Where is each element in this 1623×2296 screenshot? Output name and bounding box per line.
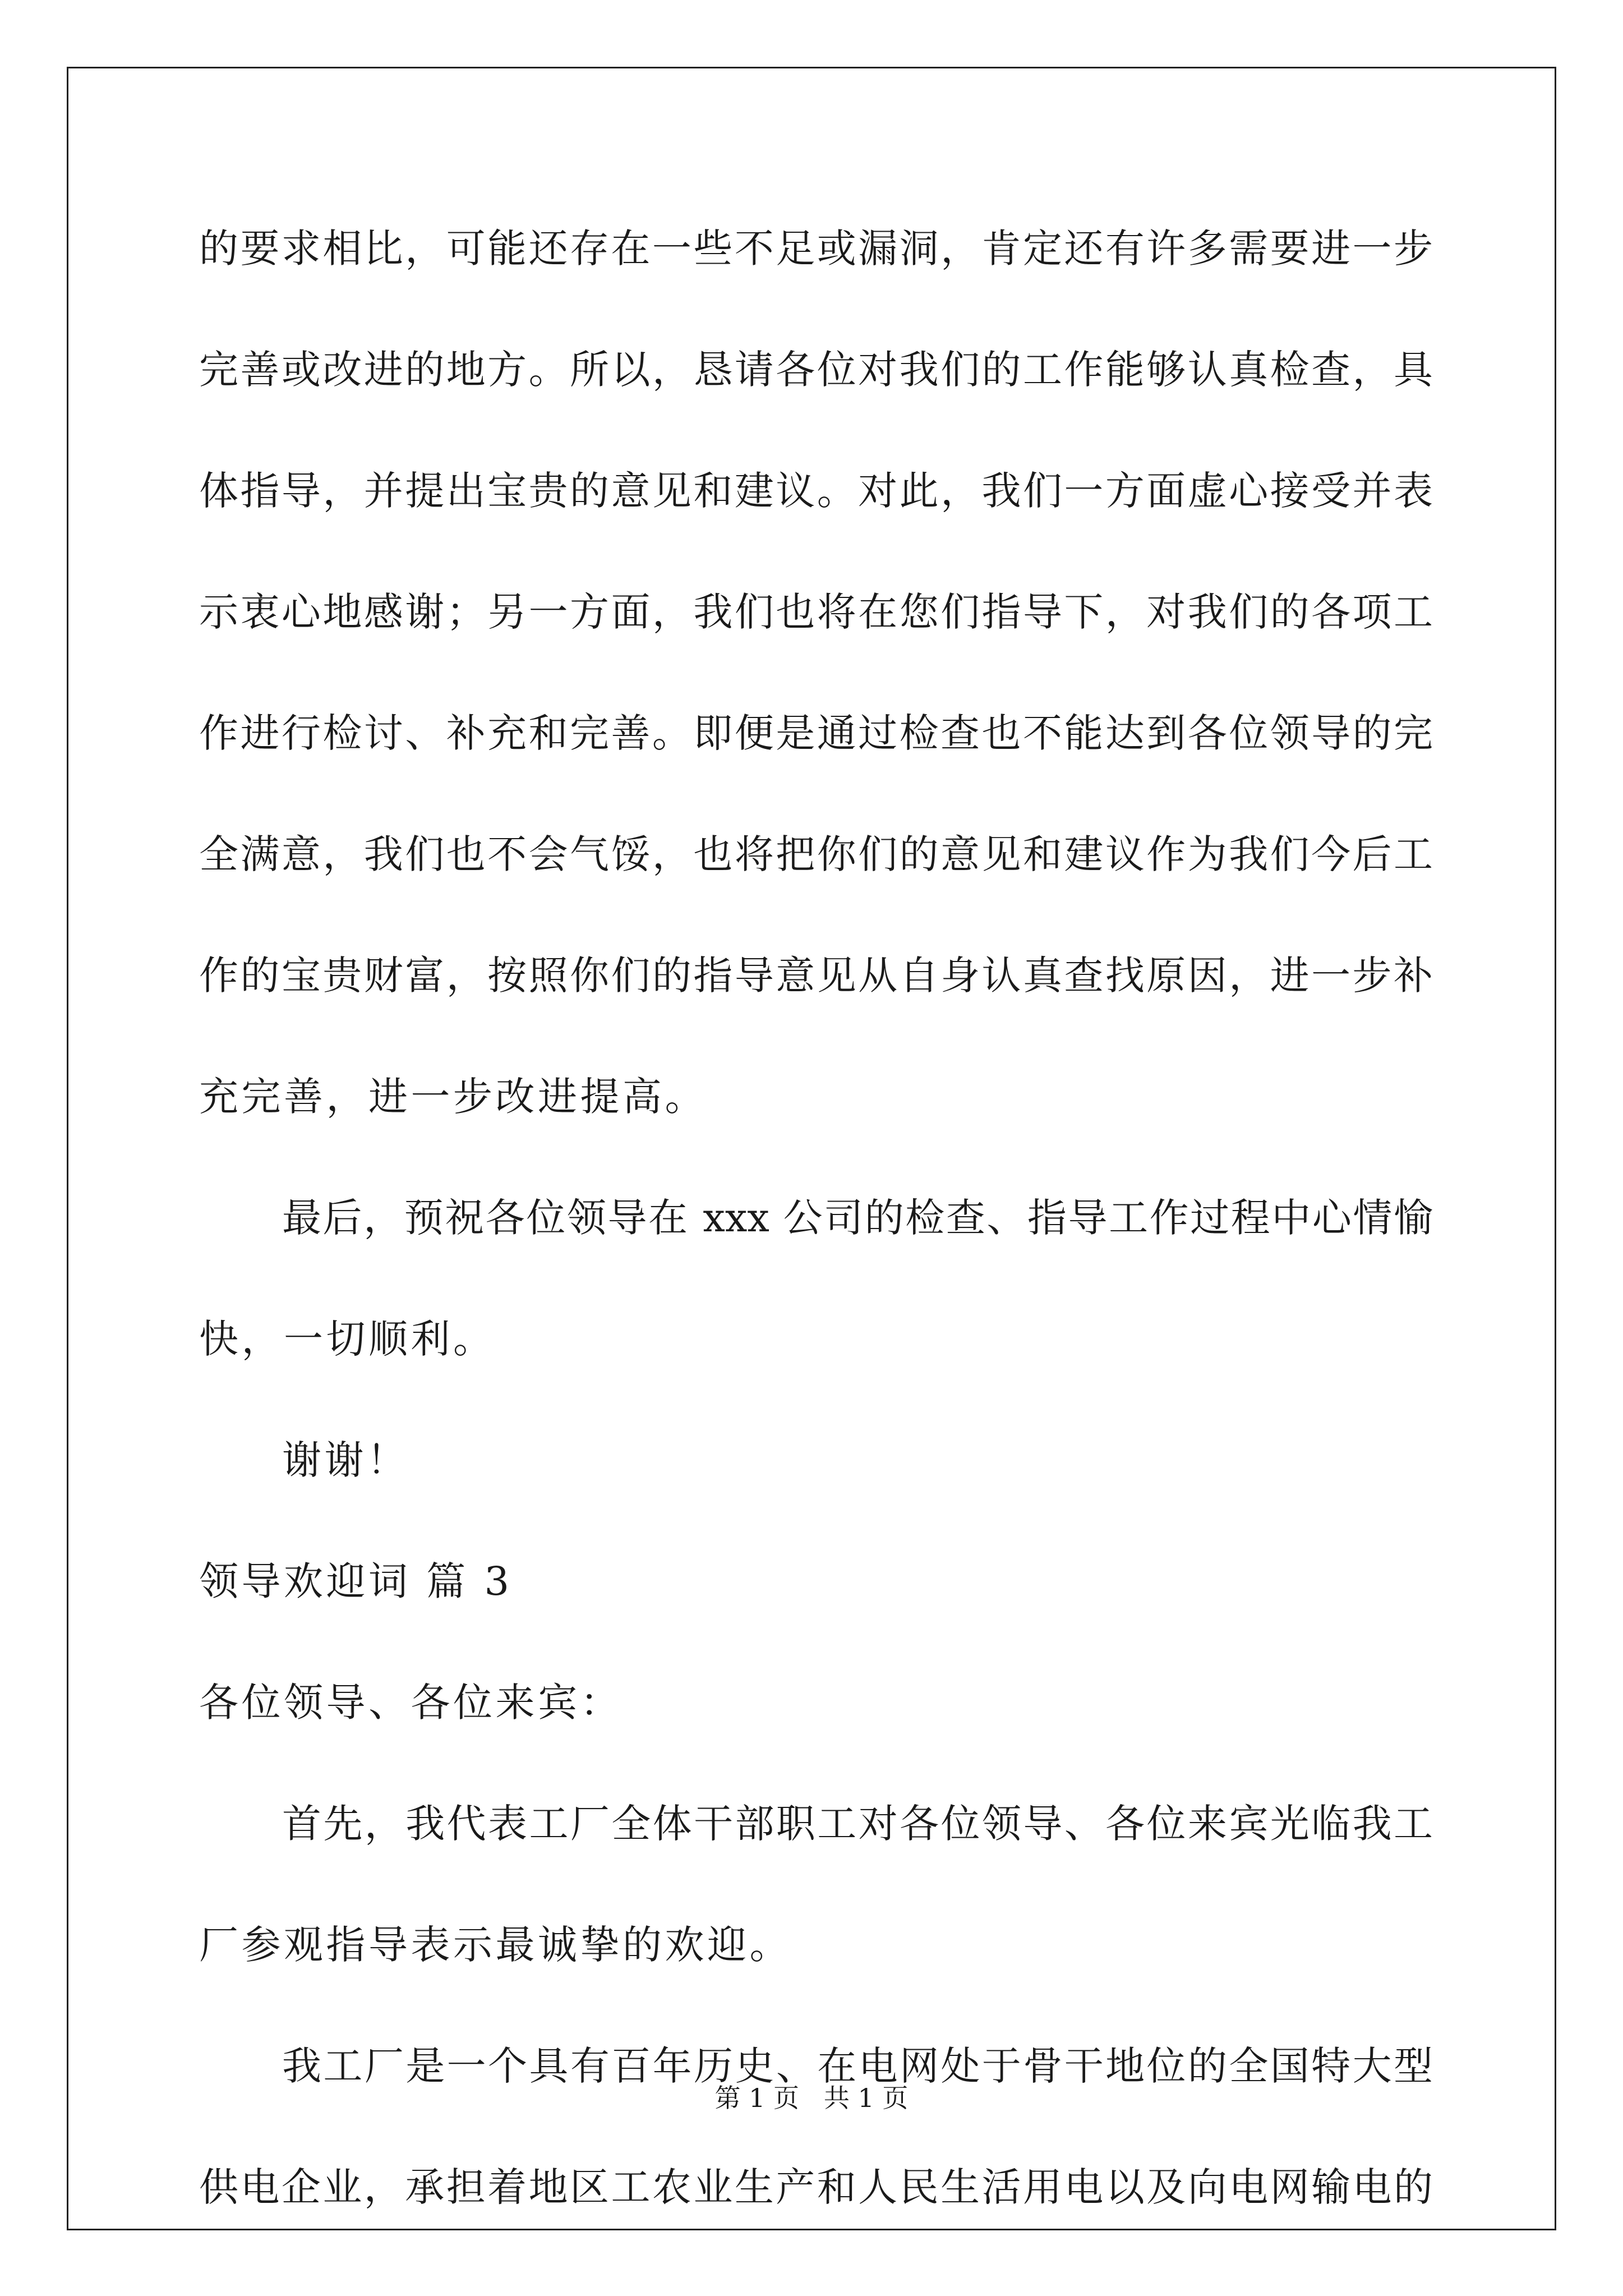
document-body: [199, 206, 1433, 2266]
text-line: 最后，预祝各位领导在 xxx 公司的检查、指导工作过程中心情愉: [282, 1195, 1433, 1241]
page-number-footer: 第 1 页 共 1 页: [714, 2083, 909, 2113]
text-line: 谢谢！: [282, 1437, 409, 1483]
text-line: 首先，我代表工厂全体干部职工对各位领导、各位来宾光临我工: [282, 1801, 1433, 1847]
text-line: 充完善，进一步改进提高。: [199, 1074, 707, 1120]
text-line: 的要求相比，可能还存在一些不足或漏洞，肯定还有许多需要进一步: [199, 226, 1433, 272]
text-line: 示衷心地感谢；另一方面，我们也将在您们指导下，对我们的各项工: [199, 589, 1433, 635]
text-line: 体指导，并提出宝贵的意见和建议。对此，我们一方面虚心接受并表: [199, 468, 1433, 514]
text-line: 我工厂是一个具有百年历史、在电网处于骨干地位的全国特大型: [282, 2043, 1433, 2089]
salutation: 各位领导、各位来宾：: [199, 1680, 623, 1726]
text-line: 全满意，我们也不会气馁，也将把你们的意见和建议作为我们今后工: [199, 831, 1433, 877]
text-line: 厂参观指导表示最诚挚的欢迎。: [199, 1922, 792, 1968]
text-line: 完善或改进的地方。所以，恳请各位对我们的工作能够认真检查，具: [199, 347, 1433, 393]
section-heading: 领导欢迎词 篇 3: [199, 1558, 513, 1604]
text-line: 作的宝贵财富，按照你们的指导意见从自身认真查找原因，进一步补: [199, 953, 1433, 999]
text-line: 供电企业，承担着地区工农业生产和人民生活用电以及向电网输电的: [199, 2164, 1433, 2210]
text-line: 快，一切顺利。: [199, 1316, 496, 1362]
text-line: 作进行检讨、补充和完善。即便是通过检查也不能达到各位领导的完: [199, 710, 1433, 756]
